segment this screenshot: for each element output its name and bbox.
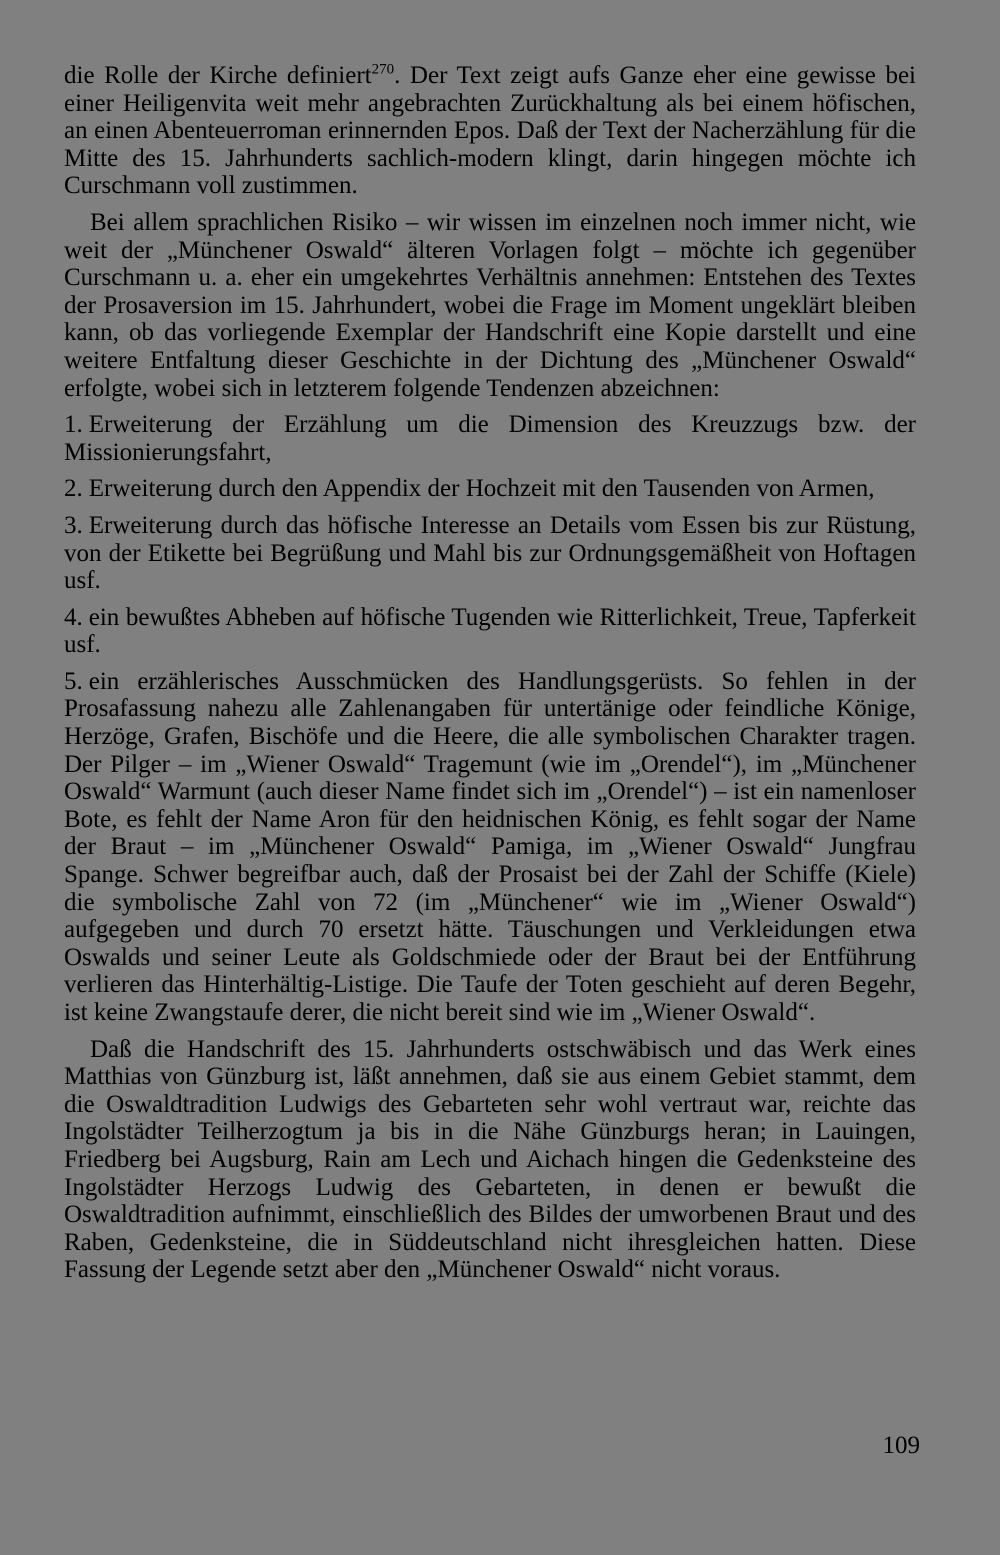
list-item [64, 668, 916, 1027]
paragraph-2: Bei allem sprachlichen Risiko – wir wissen im einzelnen noch immer nicht, wie weit der „Münchener Oswald“ älteren Vorlagen folgt – möchte ich gegenüber Curschmann u. a. eher ein umgekehrtes Verhältnis annehmen: Entstehen des Textes der Prosaversion im 15. Jahrhundert, wobei die Frage im Moment ungeklärt bleiben kann, ob das vorliegende Exemplar der Handschrift eine Kopie darstellt und eine weitere Entfaltung dieser Geschichte in der Dichtung des „Münchener Oswald“ erfolgte, wobei sich in letzterem folgende Tendenzen abzeichnen: [64, 208, 916, 402]
page-body [64, 62, 916, 1293]
paragraph-1-text-before: die Rolle der Kirche definiert [64, 62, 372, 89]
closing-paragraph: Daß die Handschrift des 15. Jahrhunderts ostschwäbisch und das Werk eines Matthias von Günzburg ist, läßt annehmen, daß sie aus einem Gebiet stammt, dem die Oswaldtradition Ludwigs des Gebarteten sehr wohl vertraut war, reichte das Ingolstädter Teilherzogtum ja bis in die Nähe Günzburgs heran; in Lauingen, Friedberg bei Augsburg, Rain am Lech und Aichach hingen die Gedenksteine des Ingolstädter Herzogs Ludwig des Gebarteten, in denen er bewußt die Oswaldtradition aufnimmt, einschließlich des Bildes der umworbenen Braut und des Raben, Gedenksteine, die in Süddeutschland nicht ihresgleichen hatten. Diese Fassung der Legende setzt aber den „Münchener Oswald“ nicht voraus. [64, 1035, 916, 1284]
tendencies-list [64, 411, 916, 1026]
paragraph-1-text-after: . Der Text zeigt aufs Ganze eher eine gewisse bei einer Heiligenvita weit mehr angebrachten Zurückhaltung als bei einem höfischen, an einen Abenteuerroman erinnernden Epos. Daß der Text der Nacherzählung für die Mitte des 15. Jahrhunderts sachlich-modern klingt, darin hingegen möchte ich Curschmann voll zustimmen. [64, 62, 916, 200]
list-item-text: Erweiterung durch das höfische Interesse an Details vom Essen bis zur Rüstung, von der Etikette bei Begrüßung und Mahl bis zur Ordnungsgemäßheit von Hoftagen usf. [64, 511, 916, 595]
list-item [64, 475, 916, 503]
list-item-text: ein erzählerisches Ausschmücken des Handlungsgerüsts. So fehlen in der Prosafassung nahezu alle Zahlenangaben für untertänige oder feindliche Könige, Herzöge, Grafen, Bischöfe und die Heere, die alle symbolischen Charakter tragen. Der Pilger – im „Wiener Oswald“ Tragemunt (wie im „Orendel“), im „Münchener Oswald“ Warmunt (auch dieser Name findet sich im „Orendel“) – ist ein namenloser Bote, es fehlt der Name Aron für den heidnischen König, es fehlt sogar der Name der Braut – im „Münchener Oswald“ Pamiga, im „Wiener Oswald“ Jungfrau Spange. Schwer begreifbar auch, daß der Prosaist bei der Zahl der Schiffe (Kiele) die symbolische Zahl von 72 (im „Münchener“ wie im „Wiener Oswald“) aufgegeben und durch 70 ersetzt hätte. Täuschungen und Verkleidungen etwa Oswalds und seiner Leute als Goldschmiede oder der Braut bei der Entführung verlieren das Hinterhältig-Listige. Die Taufe der Toten geschieht auf deren Begehr, ist keine Zwangstaufe derer, die nicht bereit sind wie im „Wiener Oswald“. [64, 667, 916, 1026]
list-item [64, 604, 916, 659]
list-item-text: Erweiterung durch den Appendix der Hochzeit mit den Tausenden von Armen, [88, 475, 875, 503]
list-item-text: ein bewußtes Abheben auf höfische Tugenden wie Ritterlichkeit, Treue, Tapferkeit usf. [64, 603, 916, 659]
list-item-text: Erweiterung der Erzählung um die Dimension des Kreuzzugs bzw. der Missionierungsfahrt, [64, 411, 916, 466]
list-item-number: 3. [64, 511, 83, 539]
paragraph-1 [64, 62, 916, 200]
footnote-reference[interactable]: 270 [371, 61, 395, 78]
page-number: 109 [882, 1432, 920, 1459]
list-item-number: 4. [64, 603, 83, 631]
list-item-number: 5. [64, 667, 83, 695]
list-item-number: 1. [64, 411, 83, 439]
list-item-number: 2. [64, 475, 83, 503]
list-item [64, 411, 916, 466]
list-item [64, 512, 916, 595]
